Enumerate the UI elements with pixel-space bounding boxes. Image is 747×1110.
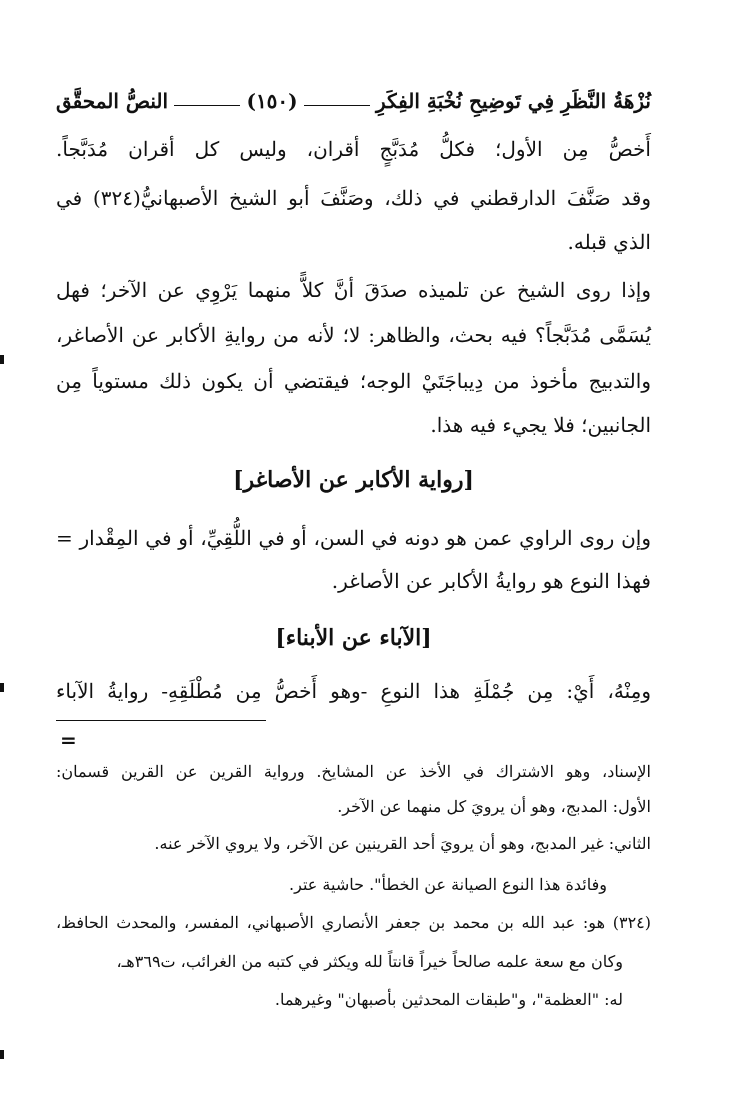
footnote-separator <box>56 720 266 721</box>
book-title: نُزْهَةُ النَّظَرِ فِي تَوضِيحِ نُخْبَةِ الفِكَرِ <box>376 89 651 113</box>
header-rule <box>304 105 370 106</box>
body-line: وقد صَنَّفَ الدارقطني في ذلك، وصَنَّفَ أبو الشيخ الأصبهانيُّ(٣٢٤) في <box>56 186 651 210</box>
body-line: وإن روى الراوي عمن هو دونه في السن، أو في اللُّقِيِّ، أو في المِقْدار = <box>56 526 651 550</box>
body-line: ومِنْهُ، أَيْ: مِن جُمْلَةِ هذا النوعِ -وهو أَخصُّ مِن مُطْلَقِهِ- روايةُ الآباء <box>56 679 651 703</box>
continuation-mark: = <box>60 728 77 752</box>
body-line: الجانبين؛ فلا يجيء فيه هذا. <box>430 413 651 437</box>
body-line: وإذا روى الشيخ عن تلميذه صدَقَ أنَّ كلاًّ منهما يَرْوِي عن الآخر؛ فهل <box>56 278 651 302</box>
footnote-line: له: "العظمة"، و"طبقات المحدثين بأصبهان" وغيرهما. <box>274 990 623 1009</box>
page-number: (١٥٠) <box>246 89 298 113</box>
section-title: النصُّ المحقَّق <box>55 89 169 113</box>
header-rule <box>174 105 240 106</box>
body-line: فهذا النوع هو روايةُ الأكابر عن الأصاغر. <box>331 569 651 593</box>
section-heading: [الآباء عن الأبناء] <box>275 625 432 651</box>
scan-edge-mark <box>0 355 4 364</box>
scan-edge-mark <box>0 1050 4 1059</box>
section-heading: [رواية الأكابر عن الأصاغر] <box>233 467 474 493</box>
body-line: يُسَمَّى مُدَبَّجاً؟ فيه بحث، والظاهر: لا؛ لأنه من روايةِ الأكابر عن الأصاغر، <box>56 323 651 347</box>
footnote-line: الثاني: غير المدبج، وهو أن يرويَ أحد القرينين عن الآخر، ولا يروي الآخر عنه. <box>154 834 651 853</box>
scan-edge-mark <box>0 683 4 692</box>
footnote-line: الأول: المدبج، وهو أن يرويَ كل منهما عن الآخر. <box>337 797 651 816</box>
footnote-line: وكان مع سعة علمه صالحاً خيراً قانتاً لله ويكثر في كتبه من الغرائب، ت٣٦٩هـ، <box>116 952 623 971</box>
body-line: أَخصُّ مِن الأول؛ فكلُّ مُدَبَّجٍ أقران، وليس كل أقران مُدَبَّجاً. <box>56 137 651 161</box>
footnote-line: (٣٢٤) هو: عبد الله بن محمد بن جعفر الأنصاري الأصبهاني، المفسر، والمحدث الحافظ، <box>56 913 651 932</box>
body-line: الذي قبله. <box>567 230 651 254</box>
running-header <box>56 86 651 116</box>
footnote-line: الإسناد، وهو الاشتراك في الأخذ عن المشايخ. ورواية القرين عن القرين قسمان: <box>56 762 651 781</box>
footnote-line: وفائدة هذا النوع الصيانة عن الخطأ". حاشية عتر. <box>289 875 607 894</box>
body-line: والتدبيج مأخوذ من دِيباجَتَيْ الوجه؛ فيقتضي أن يكون ذلك مستوياً مِن <box>56 369 651 393</box>
